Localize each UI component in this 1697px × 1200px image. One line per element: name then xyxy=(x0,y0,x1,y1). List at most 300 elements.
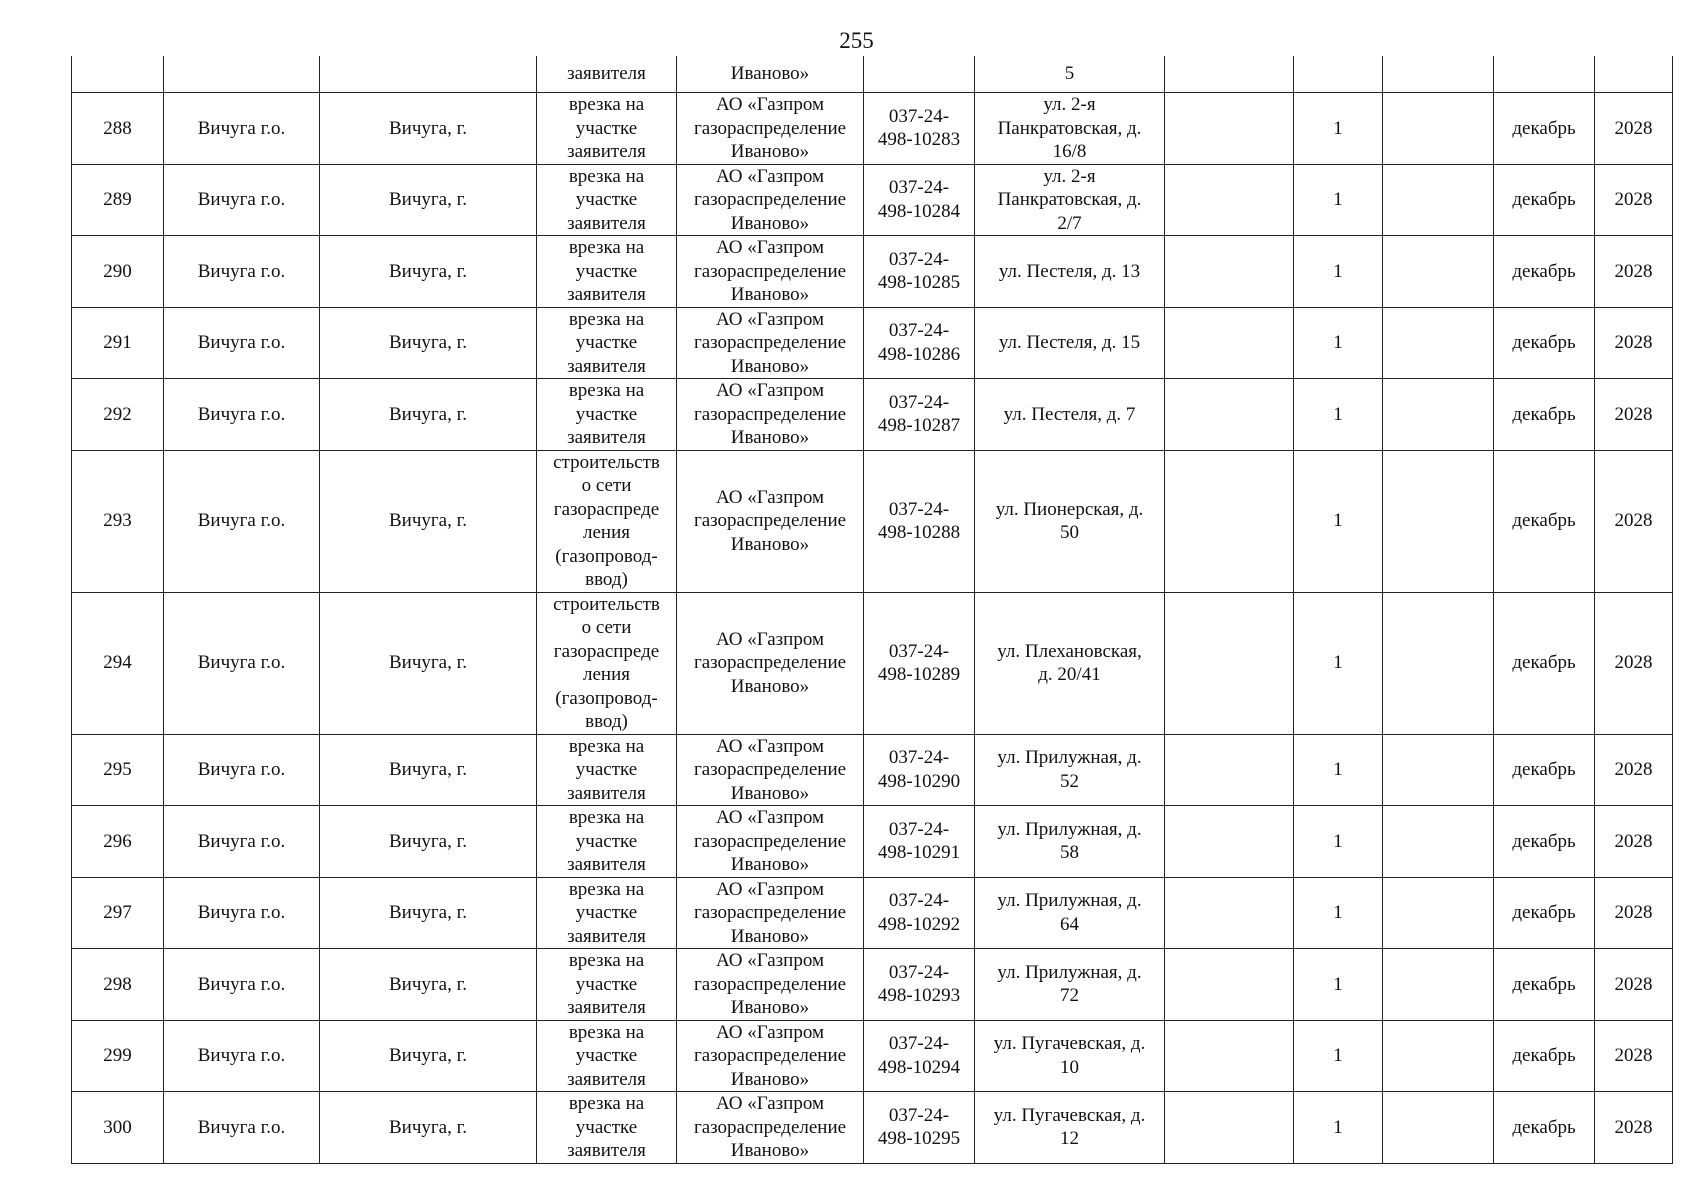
cell-line: 498-10294 xyxy=(877,1056,961,1078)
cell-line: газораспределение xyxy=(693,332,847,353)
cell-district: Вичуга г.о. xyxy=(164,379,320,451)
cell-line: 037-24- xyxy=(888,391,950,413)
cell-district: Вичуга г.о. xyxy=(164,949,320,1021)
cell-line: АО «Газпром xyxy=(715,1021,825,1043)
cell-locality: Вичуга, г. xyxy=(320,734,537,806)
cell-empty xyxy=(1165,93,1294,165)
cell-district: Вичуга г.о. xyxy=(164,592,320,734)
cell-empty xyxy=(1383,806,1494,878)
cell-line: врезка на xyxy=(568,237,645,258)
cell-line: Иваново» xyxy=(730,427,810,448)
cell-number: 293 xyxy=(72,450,164,592)
cell-locality: Вичуга, г. xyxy=(320,592,537,734)
cell-line: ул. Плехановская, xyxy=(997,640,1142,662)
cell-code xyxy=(864,806,975,878)
cell-line: 498-10284 xyxy=(877,200,961,222)
cell-year: 2028 xyxy=(1595,877,1673,949)
cell-line: 58 xyxy=(1060,842,1079,864)
cell-line: АО «Газпром xyxy=(715,628,825,650)
cell-line: врезка на xyxy=(568,735,645,757)
cell-empty xyxy=(1383,734,1494,806)
cell-line: заявителя xyxy=(567,212,646,234)
cell-empty xyxy=(1165,592,1294,734)
cell-address xyxy=(975,236,1165,308)
cell-address xyxy=(975,56,1165,93)
cell-line: газораспределение xyxy=(693,260,847,282)
cell-month: декабрь xyxy=(1494,307,1595,379)
cell-line: (газопровод- xyxy=(555,687,658,709)
cell-line: 498-10290 xyxy=(877,770,961,792)
cell-organization xyxy=(677,877,864,949)
cell-district: Вичуга г.о. xyxy=(164,806,320,878)
cell-method xyxy=(537,1020,677,1092)
cell-number: 294 xyxy=(72,592,164,734)
cell-empty xyxy=(1383,1092,1494,1164)
cell-line: ввод) xyxy=(585,711,628,732)
cell-line: АО «Газпром xyxy=(715,165,825,187)
cell-line: 10 xyxy=(1060,1056,1079,1078)
cell-year: 2028 xyxy=(1595,164,1673,236)
cell-line: АО «Газпром xyxy=(715,807,825,828)
cell-quantity: 1 xyxy=(1294,1020,1383,1092)
cell-organization xyxy=(677,734,864,806)
table-row xyxy=(72,307,1673,379)
cell-number: 299 xyxy=(72,1020,164,1092)
cell-empty xyxy=(1383,949,1494,1021)
cell-line: газораспределение xyxy=(693,117,847,139)
cell-code xyxy=(864,1020,975,1092)
cell-method xyxy=(537,56,677,93)
cell-quantity: 1 xyxy=(1294,164,1383,236)
cell-month: декабрь xyxy=(1494,806,1595,878)
data-table xyxy=(71,56,1673,1164)
cell-line: ул. Прилужная, д. xyxy=(997,818,1142,840)
cell-month: декабрь xyxy=(1494,164,1595,236)
cell-district: Вичуга г.о. xyxy=(164,93,320,165)
cell-line: заявителя xyxy=(567,427,646,448)
cell-line: Иваново» xyxy=(730,925,810,947)
cell-code xyxy=(864,949,975,1021)
cell-address xyxy=(975,734,1165,806)
cell-address xyxy=(975,93,1165,165)
cell-locality xyxy=(320,56,537,93)
cell-empty xyxy=(1165,806,1294,878)
cell-line: ул. Прилужная, д. xyxy=(997,747,1142,769)
cell-line: 037-24- xyxy=(888,961,950,983)
cell-locality: Вичуга, г. xyxy=(320,1092,537,1164)
cell-organization xyxy=(677,450,864,592)
cell-line: врезка на xyxy=(568,807,645,828)
cell-organization xyxy=(677,806,864,878)
cell-organization xyxy=(677,56,864,93)
cell-code xyxy=(864,877,975,949)
cell-empty xyxy=(1383,450,1494,592)
cell-line: Иваново» xyxy=(730,997,810,1018)
cell-line: газораспределение xyxy=(693,759,847,780)
cell-line: Иваново» xyxy=(730,63,810,85)
cell-empty xyxy=(1383,877,1494,949)
cell-line: врезка на xyxy=(568,950,645,971)
cell-quantity: 1 xyxy=(1294,236,1383,308)
cell-line: заявителя xyxy=(567,854,646,875)
cell-line: заявителя xyxy=(567,1140,646,1161)
cell-line: ул. Пугачевская, д. xyxy=(993,1033,1146,1055)
cell-line: ул. Пестеля, д. 15 xyxy=(998,332,1141,353)
cell-line: строительств xyxy=(553,593,660,615)
cell-line: 498-10285 xyxy=(877,272,961,294)
cell-line: ул. Пестеля, д. 7 xyxy=(1003,403,1136,425)
cell-line: 498-10287 xyxy=(877,415,961,437)
continued-row xyxy=(72,56,1673,93)
cell-line: заявителя xyxy=(567,63,646,85)
cell-method xyxy=(537,949,677,1021)
cell-line: Иваново» xyxy=(730,533,810,555)
cell-number: 292 xyxy=(72,379,164,451)
cell-year: 2028 xyxy=(1595,93,1673,165)
cell-line: 037-24- xyxy=(888,640,950,662)
cell-line: газораспреде xyxy=(553,640,660,662)
cell-address xyxy=(975,1020,1165,1092)
cell-line: ул. Пугачевская, д. xyxy=(993,1104,1146,1126)
cell-quantity: 1 xyxy=(1294,379,1383,451)
cell-empty xyxy=(1165,949,1294,1021)
table-row xyxy=(72,592,1673,734)
cell-organization xyxy=(677,93,864,165)
cell-district: Вичуга г.о. xyxy=(164,1020,320,1092)
cell-method xyxy=(537,93,677,165)
table-row xyxy=(72,1020,1673,1092)
cell-line: АО «Газпром xyxy=(715,878,825,900)
cell-month xyxy=(1494,56,1595,93)
cell-year: 2028 xyxy=(1595,307,1673,379)
cell-line: участке xyxy=(575,332,638,353)
cell-month: декабрь xyxy=(1494,236,1595,308)
cell-line: 037-24- xyxy=(888,818,950,840)
cell-month: декабрь xyxy=(1494,949,1595,1021)
cell-code xyxy=(864,307,975,379)
cell-code xyxy=(864,379,975,451)
cell-locality: Вичуга, г. xyxy=(320,450,537,592)
cell-year: 2028 xyxy=(1595,450,1673,592)
cell-line: газораспределение xyxy=(693,830,847,852)
cell-organization xyxy=(677,949,864,1021)
cell-quantity: 1 xyxy=(1294,1092,1383,1164)
cell-year xyxy=(1595,56,1673,93)
cell-line: 037-24- xyxy=(888,498,950,520)
cell-locality: Вичуга, г. xyxy=(320,1020,537,1092)
cell-method xyxy=(537,1092,677,1164)
table-body xyxy=(72,56,1673,1163)
cell-line: участке xyxy=(575,403,638,425)
cell-line: 498-10289 xyxy=(877,664,961,685)
cell-quantity: 1 xyxy=(1294,877,1383,949)
cell-quantity: 1 xyxy=(1294,93,1383,165)
cell-organization xyxy=(677,307,864,379)
table-row xyxy=(72,1092,1673,1164)
cell-empty xyxy=(1165,1092,1294,1164)
cell-number: 291 xyxy=(72,307,164,379)
cell-code xyxy=(864,1092,975,1164)
cell-line: Иваново» xyxy=(730,141,810,162)
cell-empty xyxy=(1383,307,1494,379)
cell-quantity: 1 xyxy=(1294,592,1383,734)
cell-number: 300 xyxy=(72,1092,164,1164)
cell-line: Иваново» xyxy=(730,854,810,875)
cell-month: декабрь xyxy=(1494,1092,1595,1164)
page-number: 255 xyxy=(839,28,874,53)
cell-code xyxy=(864,734,975,806)
cell-line: ул. 2-я xyxy=(1043,165,1096,187)
cell-line: 2/7 xyxy=(1057,212,1082,234)
cell-line: газораспределение xyxy=(693,652,847,674)
cell-line: Иваново» xyxy=(730,782,810,804)
cell-line: заявителя xyxy=(567,782,646,804)
cell-method xyxy=(537,307,677,379)
cell-empty xyxy=(1165,877,1294,949)
table-row xyxy=(72,93,1673,165)
cell-line: газораспределение xyxy=(693,1045,847,1066)
cell-month: декабрь xyxy=(1494,734,1595,806)
cell-year: 2028 xyxy=(1595,1020,1673,1092)
cell-empty xyxy=(1165,1020,1294,1092)
cell-quantity: 1 xyxy=(1294,734,1383,806)
cell-year: 2028 xyxy=(1595,806,1673,878)
cell-line: 64 xyxy=(1060,913,1079,935)
cell-address xyxy=(975,877,1165,949)
cell-year: 2028 xyxy=(1595,592,1673,734)
cell-locality: Вичуга, г. xyxy=(320,164,537,236)
cell-line: 5 xyxy=(1064,63,1075,85)
cell-line: 498-10288 xyxy=(877,522,961,543)
cell-line: участке xyxy=(575,902,638,923)
cell-line: врезка на xyxy=(568,308,645,330)
cell-line: врезка на xyxy=(568,380,645,401)
cell-line: участке xyxy=(575,973,638,995)
cell-line: ления xyxy=(583,522,630,543)
cell-empty xyxy=(1383,164,1494,236)
cell-locality: Вичуга, г. xyxy=(320,877,537,949)
table-row xyxy=(72,877,1673,949)
cell-address xyxy=(975,949,1165,1021)
cell-line: 037-24- xyxy=(888,1104,950,1126)
cell-quantity: 1 xyxy=(1294,949,1383,1021)
cell-quantity: 1 xyxy=(1294,307,1383,379)
cell-line: врезка на xyxy=(568,1021,645,1043)
cell-number: 295 xyxy=(72,734,164,806)
cell-line: 72 xyxy=(1060,985,1079,1007)
cell-empty xyxy=(1383,1020,1494,1092)
cell-line: АО «Газпром xyxy=(715,950,825,971)
cell-line: 16/8 xyxy=(1052,141,1087,162)
cell-number: 298 xyxy=(72,949,164,1021)
cell-empty xyxy=(1165,450,1294,592)
cell-code xyxy=(864,93,975,165)
cell-line: 037-24- xyxy=(888,177,950,199)
cell-line: заявителя xyxy=(567,925,646,947)
cell-number: 297 xyxy=(72,877,164,949)
cell-line: ул. Прилужная, д. xyxy=(997,961,1142,983)
cell-line: Иваново» xyxy=(730,675,810,697)
cell-code xyxy=(864,592,975,734)
cell-method xyxy=(537,734,677,806)
cell-line: АО «Газпром xyxy=(715,380,825,401)
cell-line: заявителя xyxy=(567,1068,646,1090)
table-row xyxy=(72,379,1673,451)
cell-empty xyxy=(1383,379,1494,451)
cell-address xyxy=(975,307,1165,379)
cell-year: 2028 xyxy=(1595,734,1673,806)
cell-district: Вичуга г.о. xyxy=(164,236,320,308)
cell-line: ления xyxy=(583,664,630,685)
cell-line: газораспределение xyxy=(693,973,847,995)
cell-organization xyxy=(677,592,864,734)
cell-line: 498-10286 xyxy=(877,343,961,365)
cell-district: Вичуга г.о. xyxy=(164,450,320,592)
cell-line: врезка на xyxy=(568,878,645,900)
cell-method xyxy=(537,877,677,949)
cell-line: (газопровод- xyxy=(555,545,658,567)
cell-line: 498-10283 xyxy=(877,129,961,151)
cell-line: д. 20/41 xyxy=(1038,664,1101,685)
cell-line: Иваново» xyxy=(730,212,810,234)
cell-district: Вичуга г.о. xyxy=(164,734,320,806)
cell-line: заявителя xyxy=(567,355,646,377)
cell-locality: Вичуга, г. xyxy=(320,93,537,165)
cell-locality: Вичуга, г. xyxy=(320,949,537,1021)
cell-line: АО «Газпром xyxy=(715,1093,825,1114)
cell-district: Вичуга г.о. xyxy=(164,164,320,236)
cell-line: врезка на xyxy=(568,165,645,187)
cell-quantity xyxy=(1294,56,1383,93)
cell-address xyxy=(975,1092,1165,1164)
cell-method xyxy=(537,806,677,878)
cell-line: ввод) xyxy=(585,569,628,590)
cell-month: декабрь xyxy=(1494,450,1595,592)
cell-address xyxy=(975,450,1165,592)
cell-method xyxy=(537,592,677,734)
cell-line: 037-24- xyxy=(888,1033,950,1055)
cell-locality: Вичуга, г. xyxy=(320,236,537,308)
cell-empty xyxy=(1165,236,1294,308)
cell-line: 498-10293 xyxy=(877,985,961,1007)
cell-empty xyxy=(1165,164,1294,236)
cell-organization xyxy=(677,164,864,236)
cell-empty xyxy=(1165,734,1294,806)
cell-line: ул. Прилужная, д. xyxy=(997,890,1142,912)
table-row xyxy=(72,949,1673,1021)
cell-line: Панкратовская, д. xyxy=(997,189,1142,210)
cell-line: о сети xyxy=(581,475,632,496)
cell-number: 289 xyxy=(72,164,164,236)
cell-organization xyxy=(677,236,864,308)
cell-line: Иваново» xyxy=(730,1068,810,1090)
table-row xyxy=(72,734,1673,806)
cell-empty xyxy=(1383,592,1494,734)
cell-locality: Вичуга, г. xyxy=(320,307,537,379)
cell-empty xyxy=(1165,379,1294,451)
cell-line: ул. 2-я xyxy=(1043,94,1096,115)
cell-line: 498-10292 xyxy=(877,913,961,935)
cell-line: участке xyxy=(575,117,638,139)
cell-line: 12 xyxy=(1060,1128,1079,1150)
cell-method xyxy=(537,164,677,236)
cell-empty xyxy=(1383,236,1494,308)
cell-district: Вичуга г.о. xyxy=(164,307,320,379)
cell-quantity: 1 xyxy=(1294,450,1383,592)
cell-line: врезка на xyxy=(568,1093,645,1114)
cell-code xyxy=(864,450,975,592)
cell-quantity: 1 xyxy=(1294,806,1383,878)
cell-code xyxy=(864,56,975,93)
cell-line: Иваново» xyxy=(730,284,810,305)
cell-line: газораспределение xyxy=(693,510,847,532)
table-row xyxy=(72,450,1673,592)
cell-line: АО «Газпром xyxy=(715,308,825,330)
table-row xyxy=(72,236,1673,308)
cell-line: участке xyxy=(575,759,638,780)
cell-line: 498-10291 xyxy=(877,842,961,864)
cell-line: 037-24- xyxy=(888,890,950,912)
cell-line: 037-24- xyxy=(888,248,950,270)
cell-empty xyxy=(1383,93,1494,165)
cell-line: ул. Пионерская, д. xyxy=(995,498,1144,520)
cell-year: 2028 xyxy=(1595,379,1673,451)
cell-month: декабрь xyxy=(1494,379,1595,451)
table-row xyxy=(72,164,1673,236)
cell-line: Панкратовская, д. xyxy=(997,117,1142,139)
cell-month: декабрь xyxy=(1494,592,1595,734)
cell-line: участке xyxy=(575,830,638,852)
cell-number: 288 xyxy=(72,93,164,165)
cell-line: Иваново» xyxy=(730,355,810,377)
cell-method xyxy=(537,379,677,451)
cell-number xyxy=(72,56,164,93)
cell-line: газораспределение xyxy=(693,1116,847,1138)
cell-district: Вичуга г.о. xyxy=(164,877,320,949)
cell-organization xyxy=(677,379,864,451)
cell-month: декабрь xyxy=(1494,93,1595,165)
cell-line: ул. Пестеля, д. 13 xyxy=(998,260,1141,282)
cell-line: строительств xyxy=(553,451,660,473)
cell-line: участке xyxy=(575,1045,638,1066)
cell-line: 037-24- xyxy=(888,105,950,127)
cell-line: газораспреде xyxy=(553,498,660,520)
cell-line: 037-24- xyxy=(888,320,950,342)
cell-address xyxy=(975,164,1165,236)
cell-year: 2028 xyxy=(1595,236,1673,308)
cell-line: газораспределение xyxy=(693,189,847,210)
cell-line: заявителя xyxy=(567,284,646,305)
cell-method xyxy=(537,236,677,308)
cell-line: АО «Газпром xyxy=(715,94,825,115)
cell-organization xyxy=(677,1020,864,1092)
cell-line: АО «Газпром xyxy=(715,237,825,258)
cell-district xyxy=(164,56,320,93)
cell-month: декабрь xyxy=(1494,877,1595,949)
cell-line: заявителя xyxy=(567,141,646,162)
cell-line: 50 xyxy=(1060,522,1079,543)
cell-address xyxy=(975,379,1165,451)
cell-number: 290 xyxy=(72,236,164,308)
cell-line: АО «Газпром xyxy=(715,735,825,757)
cell-empty xyxy=(1165,56,1294,93)
table-row xyxy=(72,806,1673,878)
cell-year: 2028 xyxy=(1595,1092,1673,1164)
cell-code xyxy=(864,164,975,236)
cell-number: 296 xyxy=(72,806,164,878)
cell-code xyxy=(864,236,975,308)
cell-line: Иваново» xyxy=(730,1140,810,1161)
